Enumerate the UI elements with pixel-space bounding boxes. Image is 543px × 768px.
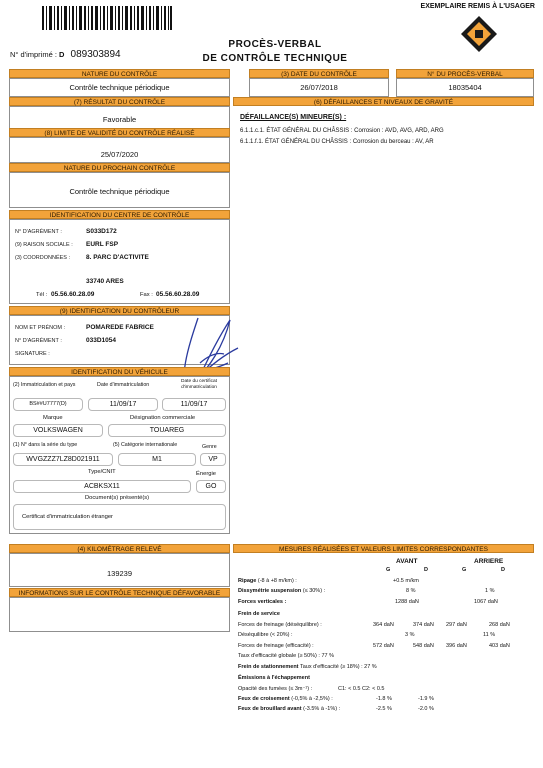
nature-value: Contrôle technique périodique	[69, 83, 170, 92]
centre-tel-value: 05.56.60.28.09	[51, 291, 95, 298]
vin-field: WVGZZZ7LZ8D021911	[13, 453, 113, 466]
genre-label: Genre	[202, 444, 217, 450]
mileage-box	[9, 553, 230, 587]
defects-area	[233, 106, 534, 542]
category-field: M1	[118, 453, 196, 466]
centre-fax-label: Fax :	[140, 292, 153, 298]
first-immat-label: Date d'immatriculation	[97, 382, 150, 388]
vehicle-box	[9, 376, 230, 534]
frein-service-label: Frein de service	[238, 611, 280, 617]
cert-date-field: 11/09/17	[162, 398, 226, 411]
category-label: (5) Catégorie internationale	[113, 442, 178, 448]
measures-area	[233, 553, 534, 723]
barcode	[42, 6, 172, 30]
forces-vert-label: Forces verticales :	[238, 599, 287, 605]
defect-item-1: 6.1.1.c.1. ÉTAT GÉNÉRAL DU CHÂSSIS : Corrosion : AVD, AVG, ARD, ARG	[240, 128, 444, 134]
designation-field: TOUAREG	[108, 424, 226, 437]
deseq-label: Déséquilibre (< 20%) :	[238, 632, 293, 638]
mileage-header: (4) KILOMÉTRAGE RELEVÉ	[9, 544, 230, 553]
docs-value: Certificat d'immatriculation étranger	[22, 514, 113, 520]
defects-title: DÉFAILLANCE(S) MINEURE(S) :	[240, 114, 347, 121]
validity-value: 25/07/2020	[100, 150, 139, 159]
controller-agrement-value: 033D1054	[86, 337, 116, 344]
dissym-limits: (≤ 30%) :	[302, 588, 326, 594]
copy-label: EXEMPLAIRE REMIS À L'USAGER	[420, 3, 535, 10]
date-value: 26/07/2018	[300, 83, 338, 92]
opacite-value: C1: < 0.5 C2: < 0.5	[338, 686, 385, 692]
measures-ar-d: D	[501, 567, 505, 573]
dissym-label: Dissymétrie suspension	[238, 588, 302, 594]
result-value: Favorable	[102, 115, 137, 124]
control-logo-icon	[461, 16, 497, 52]
brouillard-label: Feux de brouillard avant	[238, 706, 302, 712]
vehicle-header: IDENTIFICATION DU VÉHICULE	[9, 367, 230, 376]
type-field: ACBKSX11	[13, 480, 191, 493]
deseq-av: 3 %	[405, 632, 415, 638]
pv-header: N° DU PROCÈS-VERBAL	[396, 69, 534, 78]
ff-deseq-avd: 374 daN	[413, 622, 434, 628]
forces-vert-ar: 1067 daN	[474, 599, 498, 605]
immat-field: BS##U7777(D)	[13, 398, 83, 411]
ff-eff-avg: 572 daN	[373, 643, 394, 649]
measures-av-g: G	[386, 567, 391, 573]
docs-field	[13, 504, 226, 530]
croisement-limits: (-0,5% à -2,5%) :	[291, 696, 333, 702]
ripage-row	[238, 578, 297, 584]
centre-tel-label: Tél :	[36, 292, 48, 298]
centre-box	[9, 219, 230, 304]
centre-coord-value-2: 33740 ARES	[86, 278, 124, 285]
page-title	[190, 38, 360, 66]
next-control-value: Contrôle technique périodique	[69, 187, 170, 196]
measures-header: MESURES RÉALISÉES ET VALEURS LIMITES CORRESPONDANTES	[233, 544, 534, 553]
brouillard-row	[238, 706, 340, 712]
measures-av-d: D	[424, 567, 428, 573]
defects-header: (6) DÉFAILLANCES ET NIVEAUX DE GRAVITÉ	[233, 97, 534, 106]
result-box	[9, 106, 230, 130]
date-box	[249, 78, 389, 97]
croisement-row	[238, 696, 333, 702]
pv-box	[396, 78, 534, 97]
page-title-line2: DE CONTRÔLE TECHNIQUE	[202, 53, 348, 64]
ff-deseq-avg: 364 daN	[373, 622, 394, 628]
centre-raison-label: (9) RAISON SOCIALE :	[15, 242, 73, 248]
print-number-value: 089303894	[70, 49, 121, 60]
brouillard-limits: (-3.5% à -1%) :	[303, 706, 341, 712]
emissions-label: Émissions à l'échappement	[238, 675, 310, 681]
docs-label: Document(s) présenté(s)	[85, 495, 150, 501]
controller-name-label: NOM ET PRÉNOM :	[15, 325, 66, 331]
controller-header: (9) IDENTIFICATION DU CONTRÔLEUR	[9, 306, 230, 315]
dissym-ar: 1 %	[485, 588, 495, 594]
deseq-ar: 11 %	[483, 632, 496, 638]
defect-item-2: 6.1.1.f.1. ÉTAT GÉNÉRAL DU CHÂSSIS : Corrosion du berceau : AV, AR	[240, 139, 434, 145]
ripage-label: Ripage	[238, 578, 257, 584]
print-number	[10, 49, 121, 60]
info-header: INFORMATIONS SUR LE CONTRÔLE TECHNIQUE DÉFAVORABLE	[9, 588, 230, 597]
date-header: (3) DATE DU CONTRÔLE	[249, 69, 389, 78]
controller-name-value: POMAREDE FABRICE	[86, 324, 154, 331]
print-number-label: N° d'imprimé :	[10, 50, 57, 59]
validity-header: (8) LIMITE DE VALIDITÉ DU CONTRÔLE RÉALISÉ	[9, 128, 230, 137]
opacite-label: Opacité des fumées (≤ 3m⁻¹) :	[238, 686, 313, 692]
cert-date-label: Date du certificat d'immatriculation	[181, 379, 217, 390]
ff-eff-avd: 548 daN	[413, 643, 434, 649]
marque-field: VOLKSWAGEN	[13, 424, 103, 437]
brouillard-d: -2.0 %	[418, 706, 434, 712]
ff-deseq-ard: 268 daN	[489, 622, 510, 628]
measures-avant: AVANT	[396, 558, 418, 565]
brouillard-g: -2.5 %	[376, 706, 392, 712]
genre-field: VP	[200, 453, 226, 466]
ripage-limits: (-8 à +8 m/km) :	[257, 578, 297, 584]
centre-raison-value: EURL FSP	[86, 241, 119, 248]
designation-label: Désignation commerciale	[130, 415, 196, 421]
pv-value: 18035404	[448, 83, 482, 92]
marque-label: Marque	[43, 415, 63, 421]
vin-label: (1) N° dans la série du type	[13, 442, 78, 448]
first-immat-field: 11/09/17	[88, 398, 158, 411]
controller-agrement-label: N° D'AGRÉMENT :	[15, 338, 62, 344]
frein-stat-row	[238, 664, 377, 670]
ff-eff-ard: 403 daN	[489, 643, 510, 649]
centre-coord-value-1: 8. PARC D'ACTIVITE	[86, 254, 149, 261]
dissym-av: 8 %	[406, 588, 416, 594]
type-label: Type/CNIT	[88, 469, 116, 475]
page-title-line1: PROCÈS-VERBAL	[228, 39, 322, 50]
ripage-value: +0.5 m/km	[393, 578, 419, 584]
ff-deseq-arg: 297 daN	[446, 622, 467, 628]
dissym-row	[238, 588, 325, 594]
mileage-value: 139239	[106, 569, 133, 578]
centre-agrement-value: S033D172	[86, 228, 117, 235]
energy-field: GO	[196, 480, 226, 493]
croisement-g: -1.8 %	[376, 696, 392, 702]
ff-eff-label: Forces de freinage (efficacité) :	[238, 643, 314, 649]
centre-coord-label: (3) COORDONNÉES :	[15, 255, 71, 261]
ff-eff-arg: 396 daN	[446, 643, 467, 649]
controller-signature-label: SIGNATURE :	[15, 351, 50, 357]
energy-label: Énergie	[196, 471, 216, 477]
frein-stat-label: Frein de stationnement	[238, 664, 299, 670]
frein-stat-value: Taux d'efficacité (≥ 18%) : 27 %	[299, 664, 377, 670]
ff-deseq-label: Forces de freinage (déséquilibre) :	[238, 622, 322, 628]
centre-header: IDENTIFICATION DU CENTRE DE CONTRÔLE	[9, 210, 230, 219]
croisement-label: Feux de croisement	[238, 696, 290, 702]
validity-box	[9, 137, 230, 163]
measures-ar-g: G	[462, 567, 467, 573]
next-control-box	[9, 172, 230, 208]
nature-box	[9, 78, 230, 97]
croisement-d: -1.9 %	[418, 696, 434, 702]
result-header: (7) RÉSULTAT DU CONTRÔLE	[9, 97, 230, 106]
measures-arriere: ARRIERE	[474, 558, 504, 565]
print-number-letter: D	[59, 50, 65, 59]
taux-global: Taux d'efficacité globale (≥ 50%) : 77 %	[238, 653, 334, 659]
centre-agrement-label: N° D'AGRÉMENT :	[15, 229, 62, 235]
next-control-header: NATURE DU PROCHAIN CONTRÔLE	[9, 163, 230, 172]
info-box	[9, 597, 230, 632]
centre-fax-value: 05.56.60.28.09	[156, 291, 200, 298]
forces-vert-av: 1288 daN	[395, 599, 419, 605]
nature-header: NATURE DU CONTRÔLE	[9, 69, 230, 78]
immat-label: (2) Immatriculation et pays	[13, 382, 76, 388]
